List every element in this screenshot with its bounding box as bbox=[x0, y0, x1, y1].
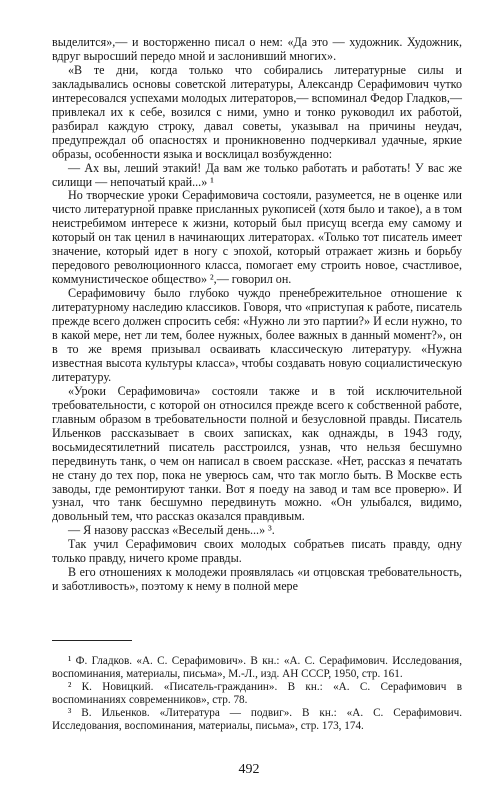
footnote-1: ¹ Ф. Гладков. «А. С. Серафимович». В кн.: «А. С. Серафимович. Исследования, воспоминания, материалы, письма», М.-Л., изд. АН СССР, 1950, стр. 161. bbox=[52, 655, 462, 681]
paragraph-6: «Уроки Серафимовича» состояли также и в той исключительной требовательности, с которой он относился прежде всего к собственной работе, главным образом в требовательности полной и безусловной правды. Писатель Ильенков рассказывает в своих записках, как однажды, в 1943 году, восьмидесятилетний писатель расстроился, узнав, что нельзя бесшумно передвинуть танк, о чем он написал в своем рассказе. «Нет, рассказ я печатать не стану до тех пор, пока не уверюсь сам, что так могло быть. В Москве есть заводы, где ремонтируют танки. Вот я поеду на завод и там все проверю». И узнал, что танк бесшумно передвинуть можно. «Он улыбался, видимо, довольный тем, что рассказ оказался правдивым. bbox=[52, 383, 462, 524]
paragraph-3: — Ах вы, леший этакий! Да вам же только работать и работать! У вас же силищи — непочатый край...» ¹ bbox=[52, 160, 462, 189]
paragraph-2: «В те дни, когда только что собирались литературные силы и закладывались основы советской литературы, Александр Серафимович чутко интересовался успехами молодых литераторов,— вспоминал Федор Гладков,— привлекал их к себе, возился с ними, умно и тонко руководил их работой, разбирал каждую строку, давал советы, указывал на причины неудач, предупреждал об опасностях и проникновенно подчеркивал удачные, яркие образы, особенности языка и восклицал возбужденно: bbox=[52, 62, 462, 161]
paragraph-5: Серафимовичу было глубоко чуждо пренебрежительное отношение к литературному наследию классиков. Говоря, что «приступая к работе, писатель прежде всего должен спросить себя: «Нужно ли это партии?» И если нужно, то в какой мере, нет ли тем, более нужных, более важных в данный момент?», он в то же время призывал осваивать классическую литературу. «Нужна известная высота культуры класса», чтобы создавать новую социалистическую литературу. bbox=[52, 286, 462, 384]
main-text bbox=[52, 36, 462, 594]
page-number: 492 bbox=[238, 762, 260, 777]
paragraph-8: Так учил Серафимович своих молодых собратьев писать правду, одну только правду, ничего кроме правды. bbox=[52, 537, 462, 566]
paragraph-9: В его отношениях к молодежи проявлялась «и отцовская требовательность, и заботливость», поэтому к нему в полной мере bbox=[52, 565, 462, 594]
footnotes bbox=[52, 655, 462, 734]
footnote-2: ² К. Новицкий. «Писатель-гражданин». В кн.: «А. С. Серафимович в воспоминаниях современников», стр. 78. bbox=[52, 681, 462, 707]
footnote-3: ³ В. Ильенков. «Литература — подвиг». В кн.: «А. С. Серафимович. Исследования, воспоминания, материалы, письма», стр. 173, 174. bbox=[52, 707, 462, 733]
footnote-separator bbox=[52, 640, 132, 641]
paragraph-1: выделится»,— и восторженно писал о нем: «Да это — художник. Художник, вдруг выросший передо мной и заслонивший многих». bbox=[52, 35, 462, 63]
paragraph-7: — Я назову рассказ «Веселый день...» ³. bbox=[68, 523, 275, 538]
paragraph-4: Но творческие уроки Серафимовича состояли, разумеется, не в оценке или чисто литературной правке присланных рукописей (хотя было и такое), а в том неистребимом интересе к жизни, который был присущ всегда ему самому и который он так ценил в начинающих литераторах. «Только тот писатель имеет значение, который идет в ногу с эпохой, который отражает жизнь и борьбу передового революционного класса, помогает ему строить новое, счастливое, коммунистическое общество» ²,— говорил он. bbox=[52, 188, 462, 287]
